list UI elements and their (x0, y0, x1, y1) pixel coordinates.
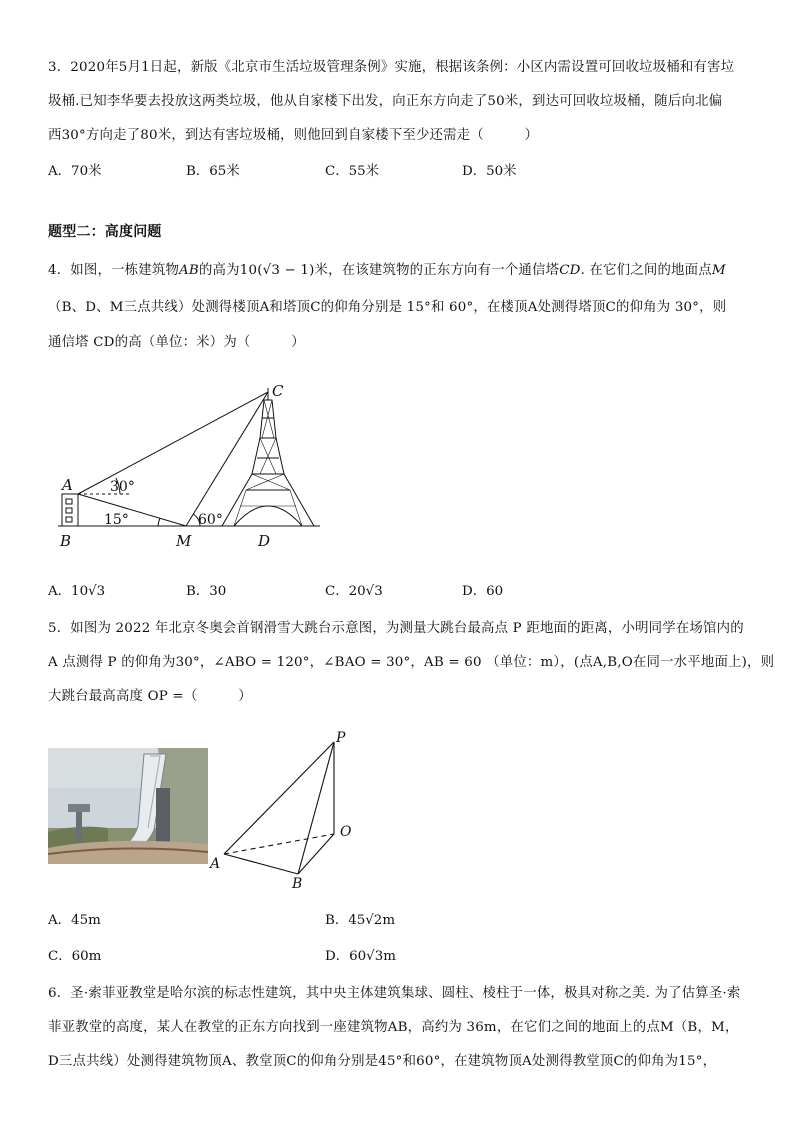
q5-option-b: B．45√2m (325, 913, 396, 928)
angle-60-label: 60° (198, 512, 223, 528)
q4-line2: （B、D、M三点共线）处测得楼顶A和塔顶C的仰角分别是 15°和 60°，在楼顶A处测得塔顶C的仰角为 30°，则 (48, 300, 727, 315)
q4-text-a: 4．如图，一栋建筑物 (48, 263, 180, 278)
q5-line2: A 点测得 P 的仰角为30°，∠ABO = 120°，∠BAO = 30°，AB = 60 （单位：m），(点A,B,O在同一水平地面上)，则 (48, 655, 775, 670)
q4-text-b: 的高为 (198, 263, 240, 278)
label-b: B (60, 532, 72, 550)
q4-option-a: A．10√3 (48, 584, 106, 599)
angle-15-label: 15° (104, 512, 129, 528)
q4-m: M (711, 263, 726, 278)
q3-line2: 圾桶.已知李华要去投放这两类垃圾，他从自家楼下出发，向正东方向走了50米，到达可回收垃圾桶，随后向北偏 (48, 94, 723, 109)
ski-jump-illustration (48, 748, 208, 864)
q6-line2: 菲亚教堂的高度，某人在教堂的正东方向找到一座建筑物AB，高约为 36m，在它们之间的地面上的点M（B，M， (48, 1020, 739, 1035)
q4-line3: 通信塔 CD的高（单位：米）为（ ） (48, 335, 305, 350)
label-p: P (336, 730, 346, 746)
line-ac (78, 392, 268, 494)
line-ab (224, 854, 298, 874)
label-c: C (272, 382, 284, 400)
label-a: A (210, 856, 221, 872)
q6-line3: D三点共线）处测得建筑物顶A、教堂顶C的仰角分别是45°和60°，在建筑物顶A处测得教堂顶C的仰角为15°， (48, 1054, 717, 1069)
line-am (78, 494, 186, 526)
section-heading: 题型二：高度问题 (48, 224, 162, 240)
building-window (66, 499, 72, 504)
q5-figure (200, 728, 370, 893)
q4-height-expr: 10(√3 − 1) (239, 263, 315, 278)
q4-option-d: D．60 (462, 584, 504, 599)
q3-option-c: C．55米 (325, 164, 380, 179)
q4-cd: CD (559, 263, 581, 278)
arc-15 (158, 518, 160, 526)
q3-option-d: D．50米 (462, 164, 517, 179)
label-m: M (176, 532, 192, 550)
q5-option-c: C．60m (48, 949, 102, 964)
building-window (66, 517, 72, 522)
label-a: A (62, 476, 73, 494)
q5-line3: 大跳台最高高度 OP =（ ） (48, 689, 252, 704)
q3-option-a: A．70米 (48, 164, 102, 179)
q4-text-d: . 在它们之间的地面点 (580, 263, 712, 278)
q5-option-a: A．45m (48, 913, 101, 928)
q5-line1: 5．如图为 2022 年北京冬奥会首钢滑雪大跳台示意图，为测量大跳台最高点 P 距地面的距离，小明同学在场馆内的 (48, 621, 744, 636)
label-d: D (258, 532, 271, 550)
building-window (66, 508, 72, 513)
q4-option-b: B．30 (186, 584, 227, 599)
q4-ab: AB (179, 263, 199, 278)
q3-line3: 西30°方向走了80米，到达有害垃圾桶，则他回到自家楼下至少还需走（ ） (48, 128, 539, 143)
tower-cd (222, 388, 314, 526)
label-b: B (292, 876, 303, 892)
q4-text-c: 米，在该建筑物的正东方向有一个通信塔 (314, 263, 560, 278)
q4-option-c: C．20√3 (325, 584, 383, 599)
q6-line1: 6．圣·索菲亚教堂是哈尔滨的标志性建筑，其中央主体建筑集球、圆柱、棱柱于一体，极具对称之美. 为了估算圣·索 (48, 986, 741, 1001)
q4-line1 (48, 259, 726, 278)
ski-jump-photo (48, 748, 208, 864)
q3-line1: 3．2020年5月1日起，新版《北京市生活垃圾管理条例》实施，根据该条例：小区内需设置可回收垃圾桶和有害垃 (48, 60, 735, 75)
q5-option-d: D．60√3m (325, 949, 396, 964)
label-o: O (340, 824, 352, 840)
q3-option-b: B．65米 (186, 164, 240, 179)
q4-figure (50, 378, 330, 553)
angle-30-label: 30° (110, 479, 135, 495)
